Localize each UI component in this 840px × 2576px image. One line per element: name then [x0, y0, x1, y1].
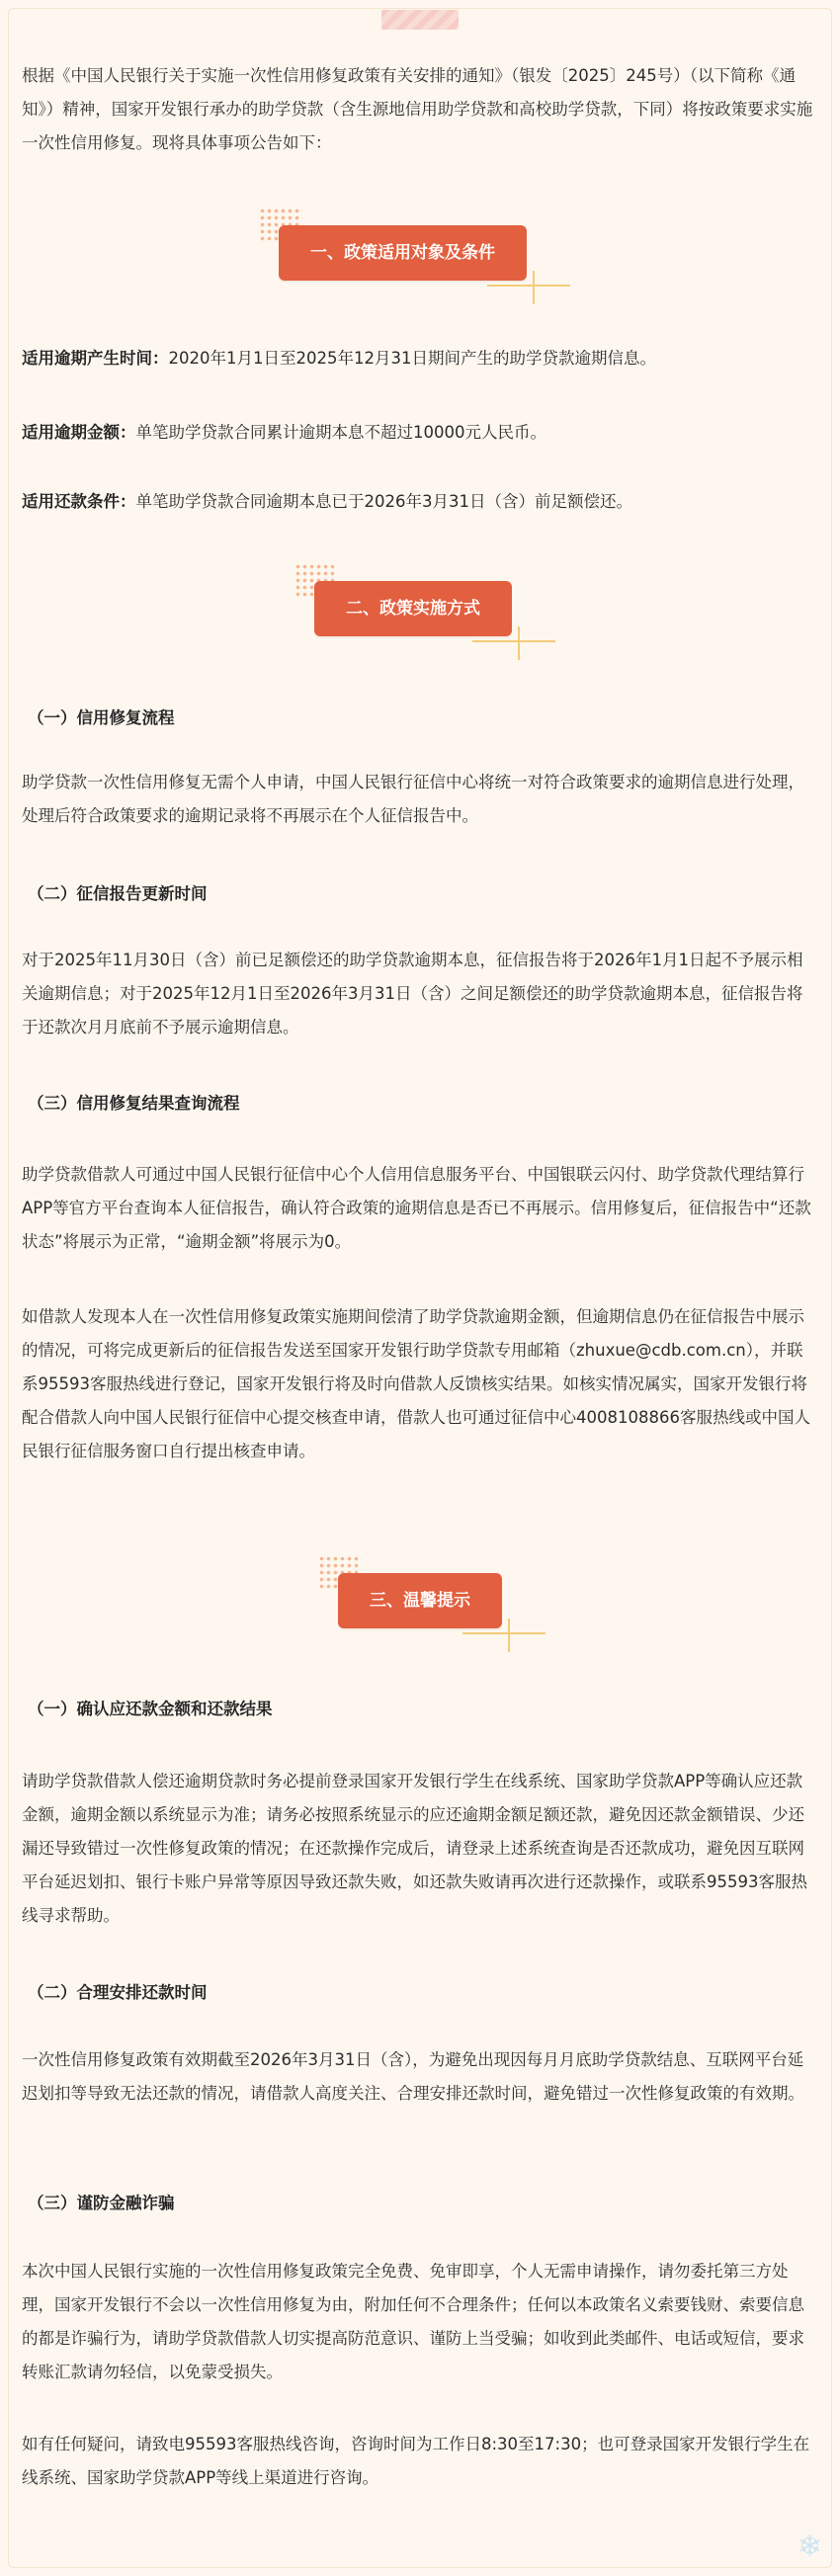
section-title: 二、政策实施方式: [314, 581, 512, 636]
section-title: 一、政策适用对象及条件: [279, 225, 527, 281]
paragraph: 对于2025年11月30日（含）前已足额偿还的助学贷款逾期本息，征信报告将于2026年1月1日起不予展示相关逾期信息；对于2025年12月1日至2026年3月31日（含）之间足额偿还的助学贷款逾期本息，征信报告将于还款次月月底前不予展示逾期信息。: [22, 951, 803, 1037]
condition-label: 适用还款条件：: [22, 492, 136, 511]
condition-label: 适用逾期金额：: [22, 423, 136, 442]
condition-text: 2020年1月1日至2025年12月31日期间产生的助学贷款逾期信息。: [168, 349, 656, 368]
condition-label: 适用逾期产生时间：: [22, 349, 169, 368]
sub-heading: （三）谨防金融诈骗: [28, 2194, 175, 2212]
sub-heading: （一）确认应还款金额和还款结果: [28, 1700, 273, 1718]
intro-paragraph: 根据《中国人民银行关于实施一次性信用修复政策有关安排的通知》（银发〔2025〕245号）（以下简称《通知》）精神，国家开发银行承办的助学贷款（含生源地信用助学贷款和高校助学贷款，下同）将按政策要求实施一次性信用修复。现将具体事项公告如下：: [22, 66, 813, 152]
paragraph: 本次中国人民银行实施的一次性信用修复政策完全免费、免审即享，个人无需申请操作，请勿委托第三方处理，国家开发银行不会以一次性信用修复为由，附加任何不合理条件；任何以本政策名义索要钱财、索要信息的都是诈骗行为，请助学贷款借款人切实提高防范意识、谨防上当受骗；如收到此类邮件、电话或短信，要求转账汇款请勿轻信，以免蒙受损失。: [22, 2262, 804, 2381]
page-frame: [8, 8, 832, 2568]
section-title: 三、温馨提示: [338, 1573, 502, 1628]
closing-paragraph: 如有任何疑问，请致电95593客服热线咨询，咨询时间为工作日8:30至17:30；也可登录国家开发银行学生在线系统、国家助学贷款APP等线上渠道进行咨询。: [22, 2435, 810, 2487]
condition-amount: [22, 416, 818, 450]
condition-repayment: [22, 485, 818, 519]
sub-heading: （二）征信报告更新时间: [28, 884, 208, 903]
section-heading-1: [279, 225, 527, 281]
condition-text: 单笔助学贷款合同逾期本息已于2026年3月31日（含）前足额偿还。: [135, 492, 632, 511]
section-heading-2: [314, 581, 512, 636]
paragraph: 一次性信用修复政策有效期截至2026年3月31日（含），为避免出现因每月月底助学贷款结息、互联网平台延迟划扣等导致无法还款的情况，请借款人高度关注、合理安排还款时间，避免错过一次性修复政策的有效期。: [22, 2050, 804, 2103]
condition-text: 单笔助学贷款合同累计逾期本息不超过10000元人民币。: [135, 423, 546, 442]
paragraph: 助学贷款一次性信用修复无需个人申请，中国人民银行征信中心将统一对符合政策要求的逾期信息进行处理，处理后符合政策要求的逾期记录将不再展示在个人征信报告中。: [22, 773, 804, 825]
condition-time: [22, 342, 818, 375]
section-heading-3: [338, 1573, 502, 1628]
sub-heading: （一）信用修复流程: [28, 708, 175, 727]
sub-heading: （三）信用修复结果查询流程: [28, 1094, 240, 1113]
paragraph: 助学贷款借款人可通过中国人民银行征信中心个人信用信息服务平台、中国银联云闪付、助学贷款代理结算行APP等官方平台查询本人征信报告，确认符合政策的逾期信息是否已不再展示。信用修复后，征信报告中“还款状态”将展示为正常，“逾期金额”将展示为0。: [22, 1165, 811, 1251]
paragraph: 如借款人发现本人在一次性信用修复政策实施期间偿清了助学贷款逾期金额，但逾期信息仍在征信报告中展示的情况，可将完成更新后的征信报告发送至国家开发银行助学贷款专用邮箱（zhuxue@cdb.com.cn），并联系95593客服热线进行登记，国家开发银行将及时向借款人反馈核实结果。如核实情况属实，国家开发银行将配合借款人向中国人民银行征信中心提交核查申请，借款人也可通过征信中心4008108866客服热线或中国人民银行征信服务窗口自行提出核查申请。: [22, 1307, 810, 1460]
snowflake-icon: ❄: [797, 2530, 822, 2564]
paragraph: 请助学贷款借款人偿还逾期贷款时务必提前登录国家开发银行学生在线系统、国家助学贷款APP等确认应还款金额，逾期金额以系统显示为准；请务必按照系统显示的应还逾期金额足额还款，避免因还款金额错误、少还漏还导致错过一次性修复政策的情况；在还款操作完成后，请登录上述系统查询是否还款成功，避免因互联网平台延迟划扣、银行卡账户异常等原因导致还款失败，如还款失败请再次进行还款操作，或联系95593客服热线寻求帮助。: [22, 1772, 807, 1925]
decorative-tape: [381, 10, 459, 30]
sub-heading: （二）合理安排还款时间: [28, 1983, 208, 2002]
